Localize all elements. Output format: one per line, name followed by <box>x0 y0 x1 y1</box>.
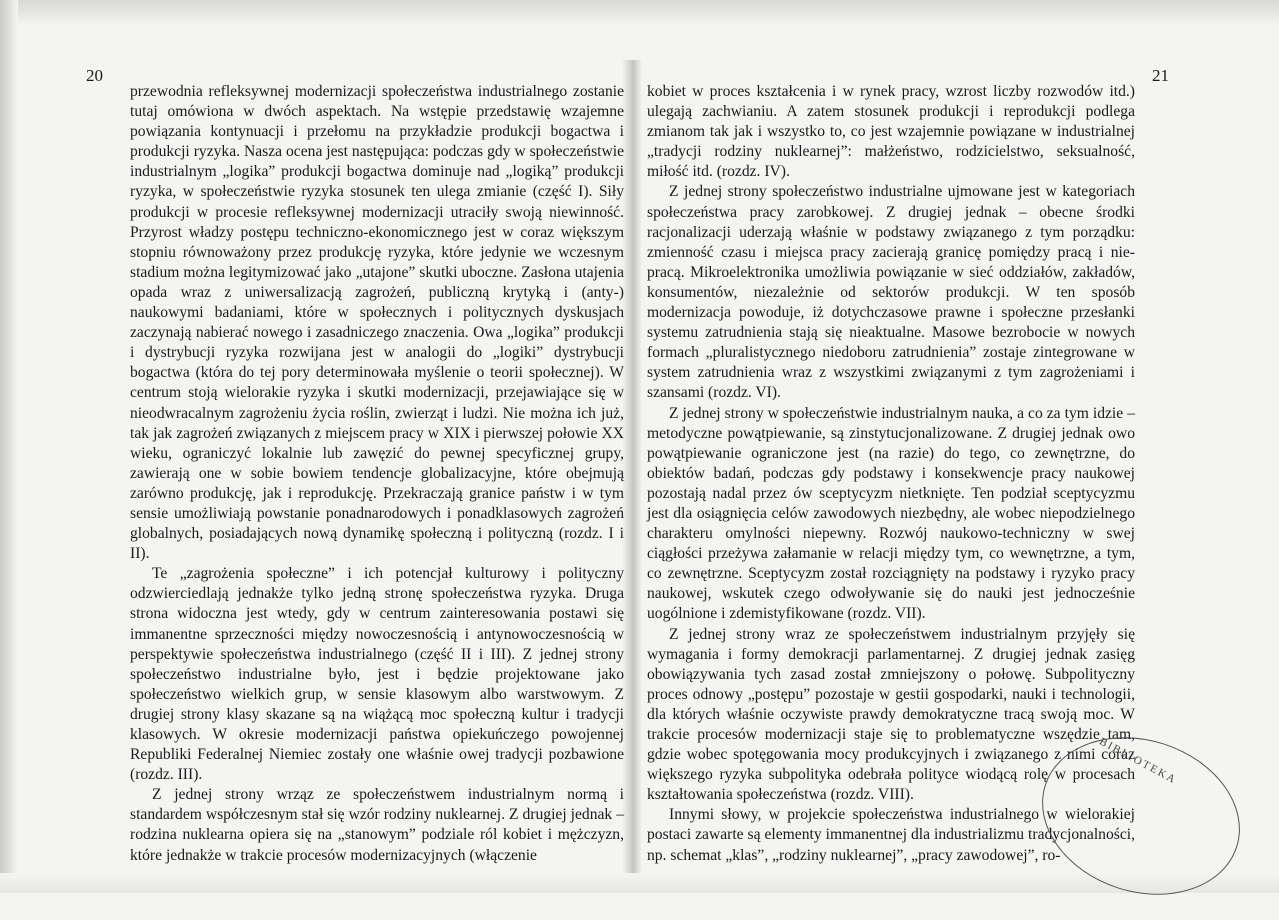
right-paragraph-3: Z jednej strony w społeczeństwie industrialnym nauka, a co za tym idzie – metodyczne powątpiewanie, są zinstytucjonalizowane. Z drugiej jednak owo powątpiewanie ograniczone jest (na razie) do tego, co zewnętrzne, do obiektów badań, podczas gdy podstawy i konsekwencje pracy naukowej pozostają nadal przez ów sceptycyzm nietknięte. Ten podział sceptycyzmu jest dla osiągnięcia celów zawodowych niezbędny, ale wobec niepodzielnego charakteru omylności niepewny. Rozwój naukowo-techniczny w swej ciągłości przeżywa załamanie w relacji między tym, co wewnętrzne, a tym, co zewnętrzne. Sceptycyzm został rozciągnięty na podstawy i ryzyko pracy naukowej, wskutek czego odwoływanie się do nauki jest jednocześnie uogólnione i zdemistyfikowane (rozdz. VII). <box>647 404 1135 623</box>
book-gutter <box>622 60 642 893</box>
left-paragraph-2: Te „zagrożenia społeczne” i ich potencjał kulturowy i polityczny odzwierciedlają jednakże tylko jedną stronę społeczeństwa ryzyka. Druga strona widoczna jest wtedy, gdy w centrum zainteresowania postawi się immanentne sprzeczności między nowoczesnością i antynowoczesnością w perspektywie społeczeństwa industrialnego (część II i III). Z jednej strony społeczeństwo industrialne było, jest i będzie projektowane jako społeczeństwo wielkich grup, w sensie klasowym albo warstwowym. Z drugiej strony klasy skazane są na wiążącą moc społeczną kultur i tradycji klasowych. W okresie modernizacji państwa opiekuńczego powojennej Republiki Federalnej Niemiec zostały one właśnie owej tradycji pozbawione (rozdz. III). <box>130 565 624 784</box>
scan-shadow-left <box>0 0 18 893</box>
right-page-number: 21 <box>1152 66 1169 85</box>
scan-shadow-top <box>0 0 1279 26</box>
right-paragraph-5: Innymi słowy, w projekcie społeczeństwa industrialnego w wielorakiej postaci zawarte są elementy immanentnej dla industrializmu tradycjonalności, np. schemat „klas”, „rodziny nuklearnej”, „pracy zawodowej”, ro- <box>647 806 1135 864</box>
left-page <box>130 82 624 866</box>
right-paragraph-1: kobiet w proces kształcenia i w rynek pracy, wzrost liczby rozwodów itd.) ulegają zachwianiu. A zatem stosunek produkcji i reprodukcji podlega zmianom tak jak i wszystko to, co jest wzajemnie powiązane w industrialnej „tradycji rodziny nuklearnej”: małżeństwo, rodzicielstwo, seksualność, miłość itd. (rozdz. IV). <box>647 83 1135 181</box>
left-paragraph-3: Z jednej strony wrząz ze społeczeństwem industrialnym normą i standardem współczesnym stał się wzór rodziny nuklearnej. Z drugiej jednak – rodzina nuklearna opiera się na „stanowym” podziale ról kobiet i mężczyzn, które jednakże w trakcie procesów modernizacyjnych (włączenie <box>130 786 624 864</box>
left-paragraph-1: przewodnia refleksywnej modernizacji społeczeństwa industrialnego zostanie tutaj omówiona w dwóch aspektach. Na wstępie przedstawię wzajemne powiązania kontynuacji i przełomu na przykładzie produkcji bogactwa i produkcji ryzyka. Nasza ocena jest następująca: podczas gdy w społeczeństwie industrialnym „logika” produkcji bogactwa dominuje nad „logiką” produkcji ryzyka, w społeczeństwie ryzyka stosunek ten ulega zmianie (część I). Siły produkcji w procesie refleksywnej modernizacji utraciły swoją niewinność. Przyrost władzy postępu techniczno-ekonomicznego jest w coraz większym stopniu równoważony przez produkcję ryzyka, które jedynie we wczesnym stadium można legitymizować jako „utajone” skutki uboczne. Zasłona utajenia opada wraz z uniwersalizacją zagrożeń, publiczną krytyką i (anty-) naukowymi badaniami, które w społecznych i politycznych dyskusjach zaczynają nabierać nowego i zasadniczego znaczenia. Owa „logika” produkcji i dystrybucji ryzyka rozwijana jest w analogii do „logiki” dystrybucji bogactwa (która do tej pory determinowała myślenie o teorii społecznej). W centrum stoją wielorakie ryzyka i skutki modernizacji, przejawiające się w nieodwracalnym zagrożeniu życia roślin, zwierząt i ludzi. Nie można ich już, tak jak zagrożeń związanych z miejscem pracy w XIX i pierwszej połowie XX wieku, ograniczyć lokalnie lub zawęzić do pewnej specyficznej grupy, zawierają one w sobie bowiem tendencje globalizacyjne, które obejmują zarówno produkcję, jak i reprodukcję. Przekraczają granice państw i w tym sensie umożliwiają powstanie ponadnarodowych i ponadklasowych zagrożeń globalnych, posiadających nową dynamikę społeczną i polityczną (rozdz. I i II). <box>130 83 624 563</box>
scan-shadow-bottom <box>0 873 1279 893</box>
right-paragraph-4: Z jednej strony wraz ze społeczeństwem industrialnym przyjęły się wymagania i formy demokracji parlamentarnej. Z drugiej jednak zasięg obowiązywania tych zasad został zmniejszony o połowę. Subpolityczny proces odnowy „postępu” pozostaje w gestii gospodarki, nauki i technologii, dla których właśnie oczywiste prawdy demokratyczne tracą swoją moc. W trakcie procesów modernizacji staje się to problematyczne wszędzie tam, gdzie wobec spotęgowania mocy produkcyjnych i związanego z nimi coraz większego ryzyka subpolityka odebrała polityce wiodącą rolę w procesach kształtowania społeczeństwa (rozdz. VIII). <box>647 625 1135 804</box>
right-paragraph-2: Z jednej strony społeczeństwo industrialne ujmowane jest w kategoriach społeczeństwa pracy zarobkowej. Z drugiej jednak – obecne środki racjonalizacji uderzają właśnie w podstawy związanego z tym porządku: zmienność czasu i miejsca pracy zacierają granicę pomiędzy pracą i nie-pracą. Mikroelektronika umożliwia powiązanie w sieć oddziałów, zakładów, konsumentów, niezależnie od sektorów produkcji. W ten sposób modernizacja powoduje, iż dotychczasowe prawne i społeczne przesłanki systemu zatrudnienia stają się nieaktualne. Masowe bezrobocie w nowych formach „pluralistycznego niedoboru zatrudnienia” zostaje zintegrowane w system zatrudnienia wraz z wszystkimi związanymi z tym zagrożeniami i szansami (rozdz. VI). <box>647 183 1135 402</box>
left-page-number: 20 <box>86 66 103 85</box>
library-stamp-text: BIBLIOTEKA <box>1097 735 1179 787</box>
right-page <box>647 82 1135 866</box>
